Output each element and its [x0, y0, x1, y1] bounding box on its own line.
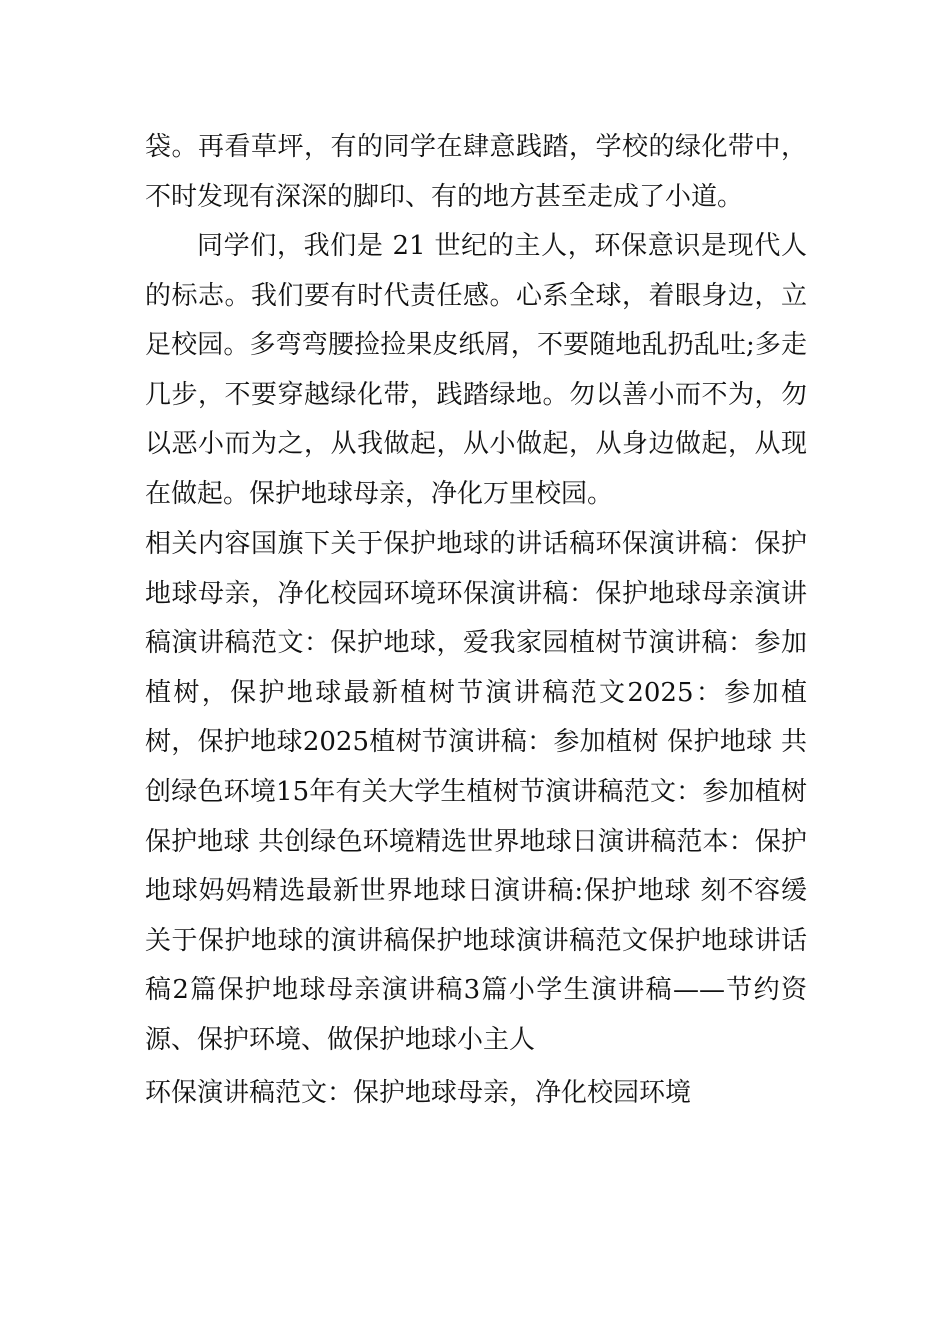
- body-paragraph: 同学们，我们是 21 世纪的主人，环保意识是现代人的标志。我们要有时代责任感。心系全球，着眼身边，立足校园。多弯弯腰捡捡果皮纸屑，不要随地乱扔乱吐;多走几步，不要穿越绿化带，践踏绿地。勿以善小而不为，勿以恶小而为之，从我做起，从小做起，从身边做起，从现在做起。保护地球母亲，净化万里校园。: [145, 231, 807, 509]
- body-paragraph-continued: 袋。再看草坪，有的同学在肆意践踏，学校的绿化带中，不时发现有深深的脚印、有的地方甚至走成了小道。: [145, 132, 807, 212]
- related-content: 相关内容国旗下关于保护地球的讲话稿环保演讲稿：保护地球母亲，净化校园环境环保演讲稿：保护地球母亲演讲稿演讲稿范文：保护地球，爱我家园植树节演讲稿：参加植树，保护地球最新植树节演讲稿范文2025：参加植树，保护地球2025植树节演讲稿：参加植树 保护地球 共创绿色环境15年有关大学生植树节演讲稿范文：参加植树 保护地球 共创绿色环境精选世界地球日演讲稿范本：保护地球妈妈精选最新世界地球日演讲稿:保护地球 刻不容缓关于保护地球的演讲稿保护地球演讲稿范文保护地球讲话稿2篇保护地球母亲演讲稿3篇小学生演讲稿——节约资源、保护环境、做保护地球小主人: [145, 529, 807, 1055]
- footer-title: 环保演讲稿范文：保护地球母亲，净化校园环境: [145, 1078, 692, 1108]
